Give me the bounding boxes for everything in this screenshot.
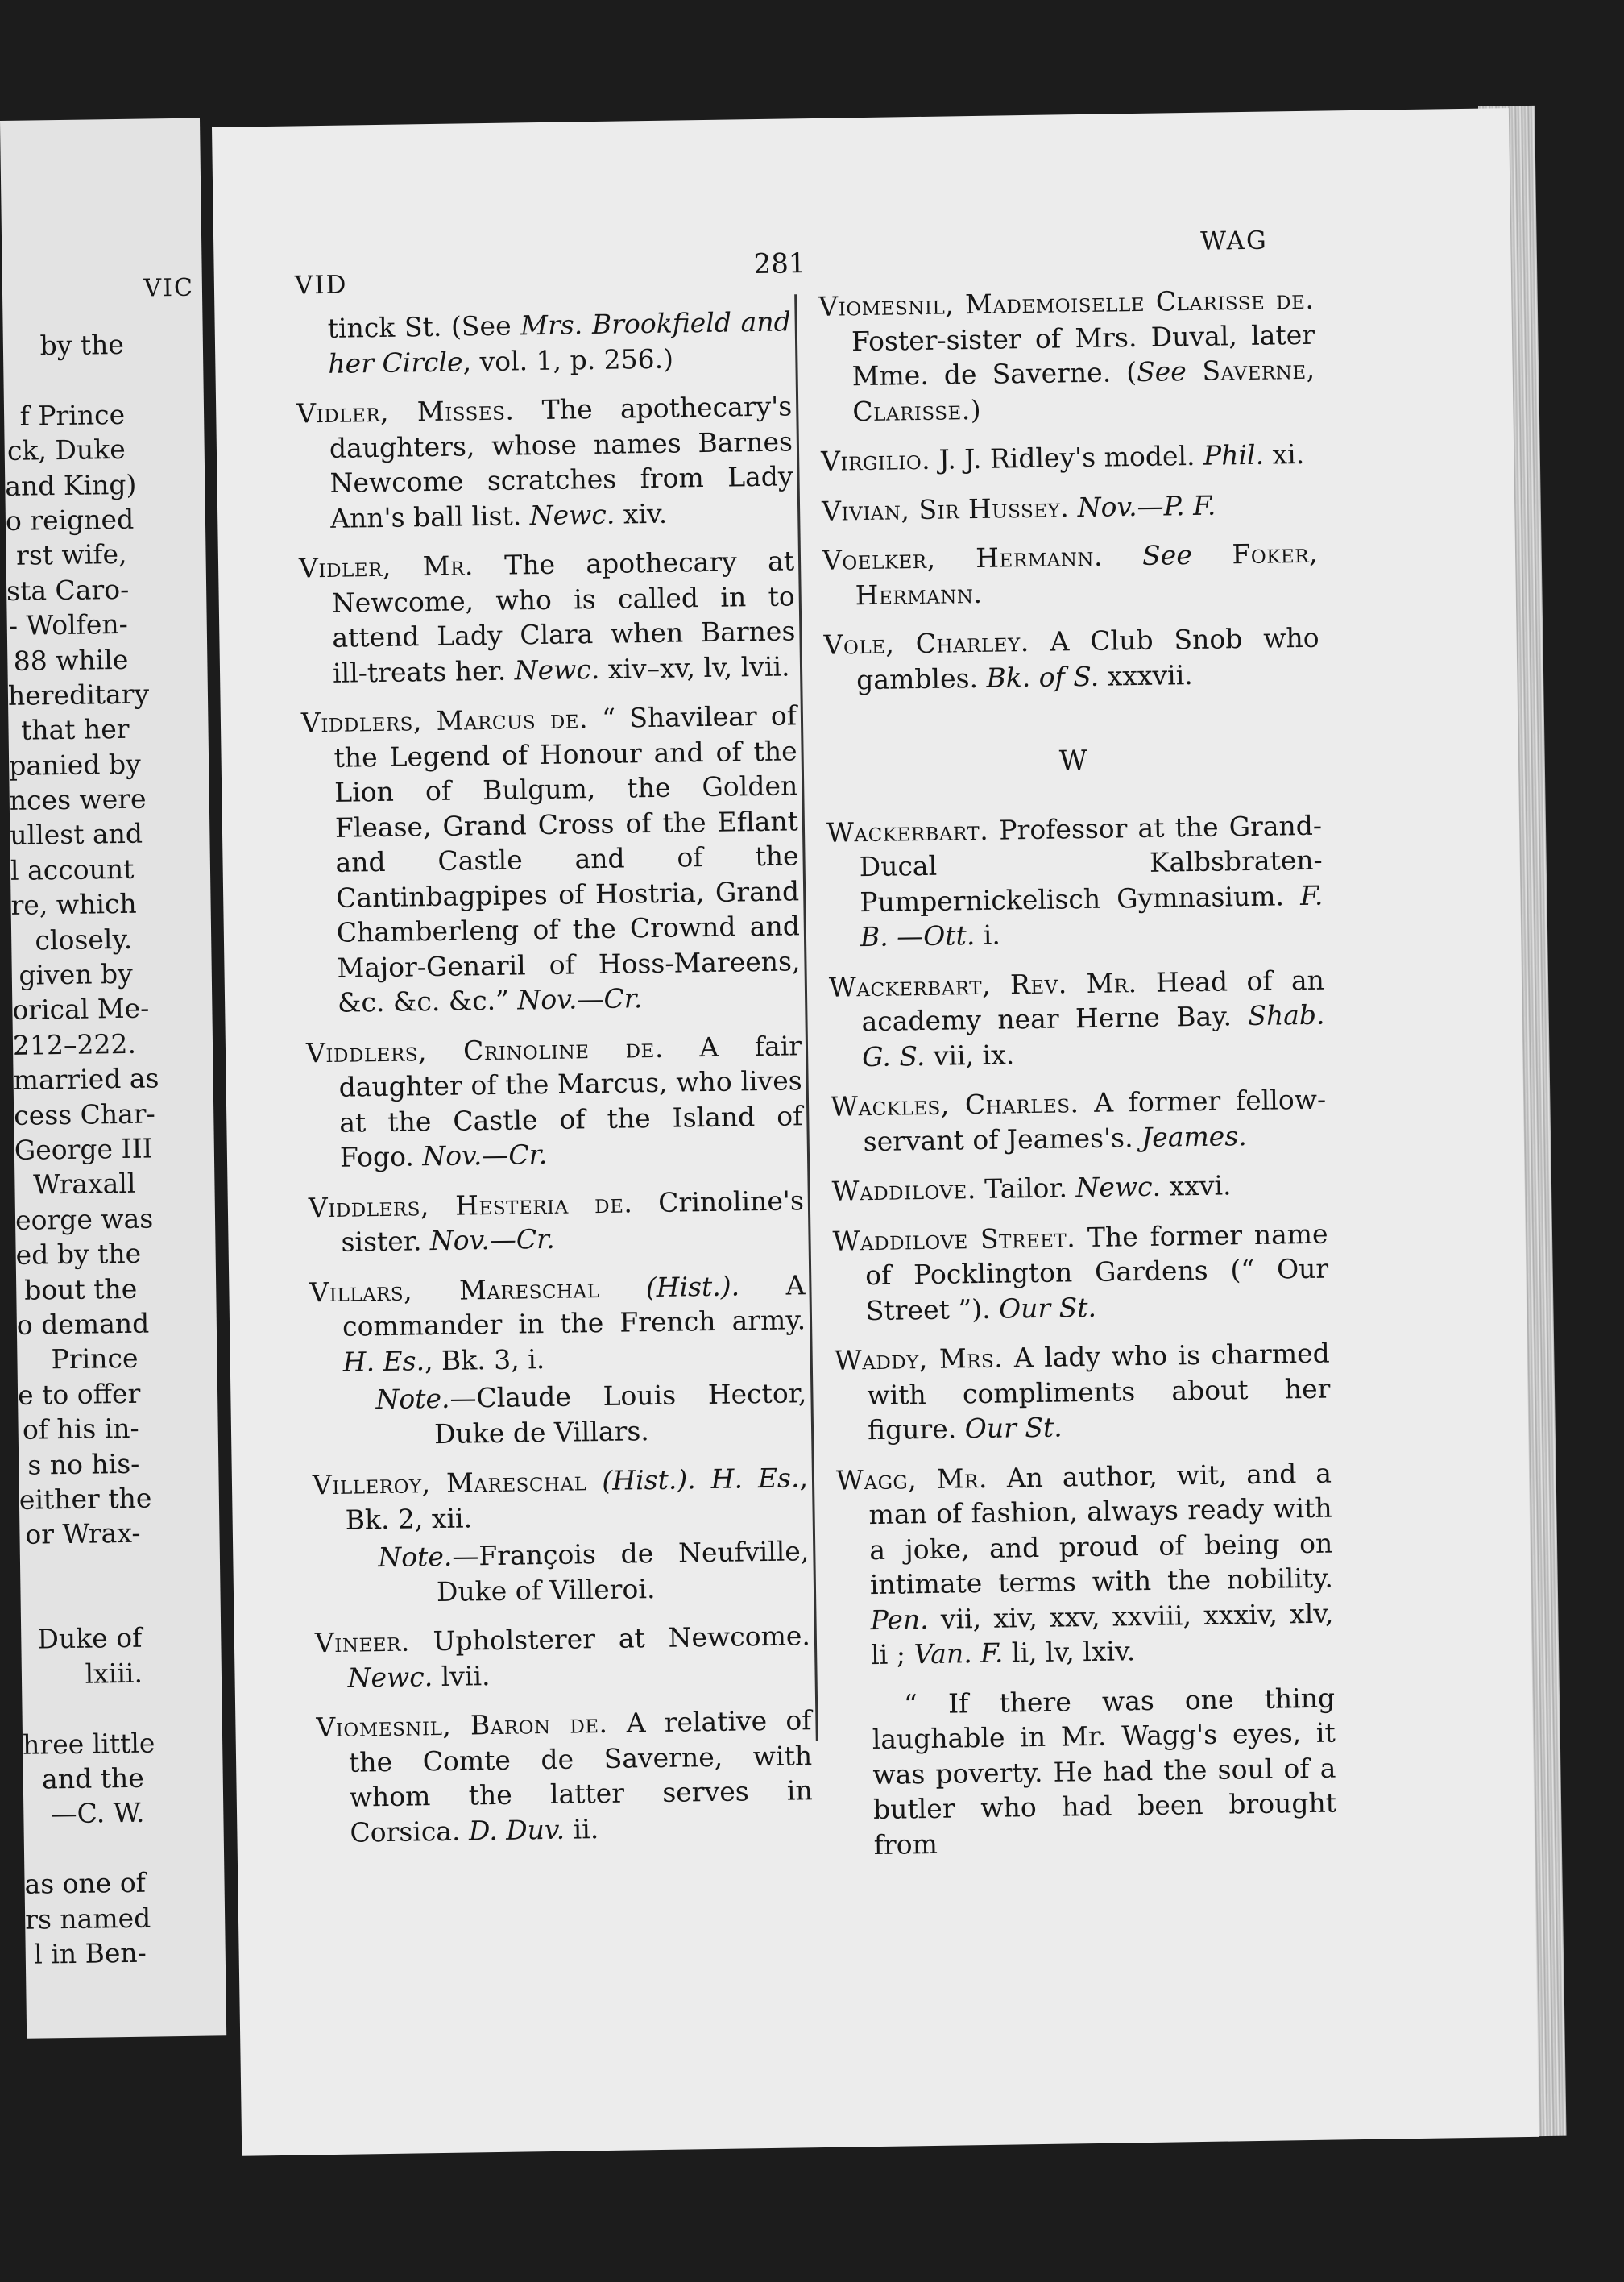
entry-name: Waddy, Mrs. (834, 1342, 1004, 1376)
note-text: —François de Neufville, Duke of Villeroi. (436, 1535, 810, 1608)
facing-line: Duke of (37, 1622, 143, 1655)
quotation: “ If there was one thing laughable in Mr. Wagg's eyes, it was poverty. He had the soul of a butler who had been brought from (872, 1682, 1337, 1861)
entry-text (1069, 492, 1078, 523)
facing-line: orical Me- (12, 992, 150, 1027)
facing-line (24, 1829, 225, 1867)
entry-vivian (822, 486, 1318, 529)
facing-line: either the (19, 1482, 152, 1516)
facing-line: closely. (35, 923, 133, 956)
entry-wagg (836, 1455, 1335, 1673)
facing-line: rst wife, (15, 538, 127, 572)
entry-name: Viddlers, Hesteria de. (308, 1186, 633, 1223)
facing-page-header: VIC (143, 273, 195, 303)
work-reference: D. Duv. (468, 1813, 566, 1846)
running-head-right: WAG (1199, 226, 1268, 256)
page-number: 281 (753, 247, 806, 281)
chapter-reference: xiv–xv, lv, lvii. (599, 649, 790, 685)
entry-text: Crinoline's sister. (341, 1184, 805, 1258)
facing-line: George III (14, 1132, 153, 1166)
entry-italic: Mrs. Brookfield and her Circle (328, 305, 791, 380)
entry-name: Viddlers, Marcus de. (300, 703, 589, 739)
see-label: See (1141, 539, 1193, 571)
entry-vidler-mr (299, 543, 797, 691)
entry-viddlers-hesteria (309, 1183, 805, 1260)
entry-text: Upholsterer at Newcome. (409, 1620, 811, 1658)
entry-name: Vole, Charley. (823, 626, 1030, 661)
entry-tinck (295, 304, 791, 381)
entry-name: Vidler, Misses. (296, 394, 515, 429)
work-reference: Our St. (964, 1411, 1063, 1445)
facing-line: o reigned (5, 503, 135, 537)
chapter-reference: lvii. (432, 1659, 491, 1692)
entry-text: “ Shavilear of the Legend of Honour and of the Lion of Bulgum, the Golden Flease, Grand Cross of the Eflant and Castle and of the Cantinbagpipes of Hostria, Grand Chamberleng of the Crownd and Major-Genaril of Hoss-Mareens, &c. &c. &c.” (334, 699, 801, 1019)
entry-wackles (831, 1082, 1327, 1160)
work-reference: Newc. (514, 653, 600, 686)
chapter-reference: xiv. (615, 497, 668, 530)
entry-text: , vol. 1, p. 256.) (462, 342, 674, 377)
entry-wackerbart (826, 807, 1324, 955)
entry-text: The apothecary at Newcome, who is called in to attend Lady Clara when Barnes ill-treats her. (331, 545, 796, 689)
entry-text: A Club Snob who gambles. (856, 621, 1320, 695)
entry-villeroy (313, 1460, 810, 1611)
facing-line: Prince (51, 1342, 139, 1375)
note-label: Note. (375, 1382, 450, 1416)
chapter-reference: i. (974, 919, 1001, 952)
work-reference: Our St. (998, 1291, 1097, 1325)
see-reference: Foker, Hermann. (855, 537, 1319, 611)
entry-name: Waddilove Street. (832, 1221, 1076, 1257)
facing-line: eorge was (14, 1202, 154, 1236)
work-reference: F. B. —Ott. (860, 879, 1324, 953)
facing-line (3, 361, 204, 399)
entry-name: Wackerbart, Rev. Mr. (828, 966, 1137, 1003)
facing-line: e to offer (17, 1377, 141, 1411)
facing-line: panied by (8, 748, 141, 782)
entry-name: Waddilove. (831, 1173, 977, 1207)
entry-name: Villars, Mareschal (309, 1272, 600, 1308)
entry-viomesnil-baron (316, 1703, 814, 1850)
facing-page (0, 118, 226, 2039)
facing-line: hereditary (7, 678, 150, 712)
work-reference: Newc. (347, 1660, 433, 1694)
facing-line: 212–222. (12, 1027, 137, 1061)
right-column (818, 282, 1337, 1863)
chapter-reference: vii, ix. (924, 1038, 1015, 1072)
facing-line: f Prince (19, 398, 126, 432)
entry-text: J. J. Ridley's model. (930, 439, 1204, 475)
entry-text: The former name of Pocklington Gardens (“ Our Street ”). (864, 1218, 1329, 1326)
facing-line: rs named (24, 1902, 151, 1936)
work-reference: Nov.—Cr. (517, 982, 643, 1016)
facing-line: by the (39, 328, 125, 362)
facing-line: given by (19, 957, 134, 991)
entry-name: Virgilio. (820, 443, 931, 477)
facing-line: l in Ben- (33, 1936, 147, 1970)
entry-text: tinck St. (See (327, 309, 521, 344)
entry-voelker (822, 536, 1319, 613)
entry-vole (823, 620, 1320, 698)
chapter-reference: xxvi. (1160, 1169, 1232, 1202)
entry-vidler-misses (296, 388, 794, 536)
work-reference: Nov.—P. F. (1077, 489, 1216, 523)
facing-line: cess Char- (13, 1097, 155, 1131)
entry-note (343, 1375, 807, 1453)
work-reference: Shab. G. S. (861, 998, 1325, 1073)
work-reference: Van. F. (914, 1637, 1004, 1670)
facing-line: s no his- (27, 1447, 140, 1481)
right-entries-v (818, 282, 1320, 698)
facing-line (22, 1690, 222, 1728)
entry-viomesnil-clarisse (818, 282, 1316, 429)
entry-hist: (Hist.). (602, 1463, 696, 1496)
entry-hist: (Hist.). (645, 1269, 740, 1303)
facing-line: of his in- (22, 1412, 139, 1446)
chapter-reference: ii. (564, 1812, 599, 1845)
work-reference: Jeames. (1141, 1119, 1247, 1153)
entry-wackerbart-rev (829, 962, 1326, 1075)
work-reference: Newc. (1075, 1170, 1162, 1204)
note-body (375, 1375, 807, 1452)
entry-virgilio (821, 437, 1317, 479)
chapter-reference: vii, xiv, xxv, xxviii, xxxiv, xlv, li ; (870, 1597, 1334, 1671)
entry-name: Villeroy, Mareschal (312, 1465, 587, 1501)
entry-name: Vidler, Mr. (298, 550, 474, 584)
see-label: See (1136, 355, 1187, 388)
chapter-reference: li, lv, lxiv. (1003, 1635, 1136, 1669)
note-label: Note. (378, 1540, 453, 1574)
facing-line: re, which (10, 887, 137, 922)
facing-line (20, 1550, 221, 1587)
note-body (378, 1533, 810, 1610)
facing-line: 88 while (13, 643, 129, 677)
entry-text: Foster-sister of Mrs. Duval, later Mme. de Saverne. ( (851, 318, 1315, 392)
entry-villars (309, 1268, 807, 1454)
entry-text (695, 1463, 711, 1495)
facing-line: and King) (5, 468, 137, 502)
entry-name: Vivian, Sir Hussey. (821, 491, 1070, 527)
entry-name: Viddlers, Crinoline de. (305, 1031, 665, 1068)
facing-line: Wraxall (32, 1168, 136, 1201)
facing-line: married as (13, 1062, 160, 1097)
note-text: —Claude Louis Hector, Duke de Villars. (433, 1377, 807, 1450)
chapter-reference: , Bk. 2, xii. (345, 1462, 809, 1536)
entry-waddilove (831, 1167, 1328, 1209)
entry-viddlers-marcus (301, 698, 802, 1021)
section-letter: W (1058, 744, 1088, 778)
facing-line: or Wrax- (25, 1517, 141, 1551)
entry-text: The apothecary's daughters, whose names Barnes Newcome scratches from Lady Ann's ball list. (329, 390, 793, 534)
facing-line: —C. W. (50, 1797, 145, 1830)
facing-line: as one of (24, 1866, 147, 1900)
entry-vineer (315, 1618, 811, 1695)
running-head-left: VID (294, 270, 348, 301)
entry-waddy (834, 1336, 1331, 1449)
entry-text: A fair daughter of the Marcus, who lives at the Castle of the Island of Fogo. (338, 1029, 803, 1173)
entry-text: Professor at the Grand-Ducal Kalbsbraten-Pumpernickelisch Gymnasium. (859, 809, 1323, 918)
facing-line: ullest and (10, 818, 143, 852)
book-page (212, 108, 1539, 2156)
entry-text: ) (970, 393, 981, 425)
entry-name: Viomesnil, Baron de. (316, 1707, 608, 1744)
left-column (295, 304, 814, 1865)
facing-line: hree little (22, 1727, 155, 1761)
work-reference: Nov.—Cr. (429, 1222, 556, 1257)
work-reference: Phil. (1203, 438, 1265, 471)
chapter-reference: xxxvii. (1098, 658, 1194, 692)
see-reference: Saverne, Clarisse. (852, 353, 1315, 427)
entry-name: Wackerbart. (826, 814, 989, 848)
entry-name: Wackles, Charles. (830, 1087, 1079, 1122)
facing-line: and the (41, 1761, 144, 1795)
facing-line: sta Caro- (6, 573, 130, 607)
entry-text: A commander in the French army. (342, 1268, 806, 1342)
work-reference: Newc. (529, 498, 615, 531)
facing-line: l account (10, 853, 135, 886)
entry-name: Vineer. (314, 1625, 411, 1659)
facing-line (20, 1584, 221, 1622)
right-entries-w (826, 807, 1335, 1673)
facing-line: o demand (16, 1307, 150, 1341)
work-reference: H. Es. (710, 1462, 800, 1495)
work-reference: Nov.—Cr. (422, 1138, 548, 1172)
entry-text: A lady who is charmed with compliments about her figure. (867, 1337, 1331, 1446)
chapter-reference: xi. (1263, 438, 1305, 471)
facing-line: lxiii. (85, 1657, 143, 1690)
entry-note (346, 1533, 810, 1611)
facing-line: ck, Duke (6, 434, 126, 467)
entry-text: A former fellow-servant of Jeames's. (863, 1083, 1327, 1157)
entry-name: Viomesnil, Mademoiselle Clarisse de. (818, 283, 1315, 322)
entry-text (1103, 540, 1143, 572)
entry-text: An author, wit, and a man of fashion, always ready with a joke, and proud of being on intimate terms with the nobility. (868, 1457, 1334, 1601)
entry-text: Tailor. (976, 1172, 1076, 1205)
entry-text: A relative of the Comte de Saverne, with whom the latter serves in Corsica. (348, 1704, 813, 1848)
work-reference: H. Es. (342, 1344, 425, 1378)
chapter-reference: , Bk. 3, i. (424, 1342, 545, 1376)
facing-line: - Wolfen- (8, 608, 129, 642)
entry-waddilove-street (832, 1216, 1329, 1329)
facing-line: that her (20, 713, 130, 747)
entry-name: Wagg, Mr. (835, 1462, 988, 1496)
facing-page-text (3, 326, 226, 1973)
facing-line: bout the (23, 1272, 138, 1306)
entry-name: Voelker, Hermann. (822, 540, 1104, 576)
entry-viddlers-crinoline (306, 1028, 804, 1176)
work-reference: Pen. (870, 1603, 929, 1636)
facing-line: ed by the (15, 1237, 142, 1272)
work-reference: Bk. of S. (986, 660, 1100, 694)
entry-text: Head of an academy near Herne Bay. (861, 964, 1325, 1038)
facing-line: nces were (9, 782, 147, 816)
